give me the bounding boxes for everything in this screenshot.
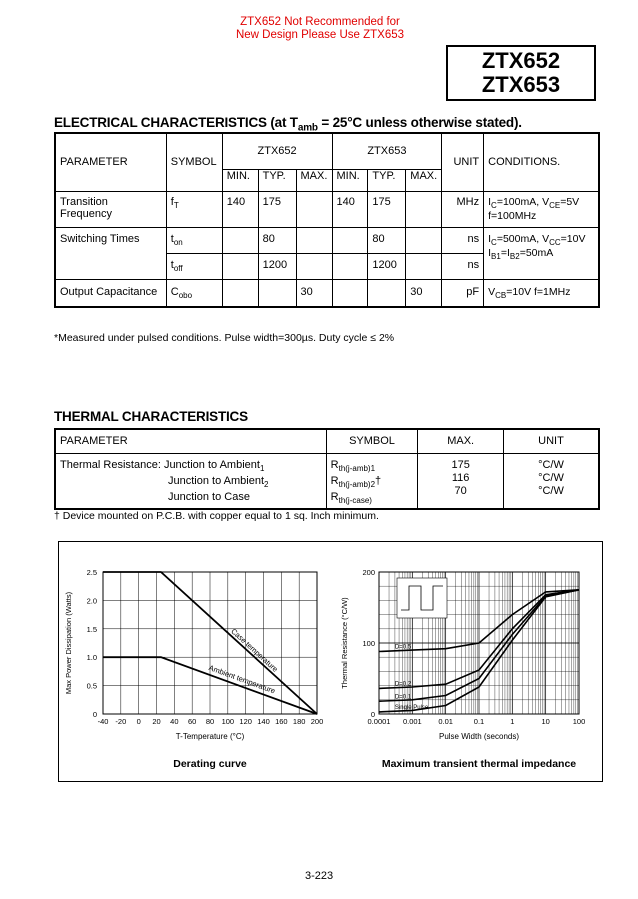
y-tick-label: 1.0	[86, 653, 97, 663]
value-cell	[222, 227, 258, 253]
param-text: Junction to Ambient	[163, 458, 260, 471]
value-cell	[296, 253, 332, 279]
cond-text: =500mA, V	[496, 232, 550, 245]
symbol-text: R	[330, 490, 339, 503]
cond-sub: CE	[549, 200, 561, 210]
param-text: Transition	[60, 195, 108, 208]
series-label: D=0.5	[394, 644, 412, 651]
value-cell: 30	[406, 279, 442, 307]
header-parameter: PARAMETER	[55, 429, 326, 453]
symbol-sub: off	[173, 263, 183, 273]
value-cell	[406, 227, 442, 253]
x-tick-label: 100	[221, 717, 235, 726]
electrical-characteristics-table	[54, 132, 600, 308]
param-sub: 2	[264, 479, 269, 489]
x-tick-label: -40	[97, 717, 109, 726]
symbol-sub: T	[173, 200, 179, 210]
symbol-sub: obo	[178, 290, 193, 300]
value-cell	[222, 253, 258, 279]
value-cell	[368, 279, 406, 307]
param-text: Junction to Ambient	[168, 474, 265, 487]
header-symbol: SYMBOL	[166, 133, 222, 191]
unit-value: °C/W	[538, 484, 564, 497]
param-sub: 1	[259, 463, 265, 473]
y-tick-label: 2.0	[86, 596, 97, 606]
symbol-cell	[326, 453, 418, 509]
cond-sub: C	[491, 237, 497, 247]
y-tick-label: 2.5	[86, 568, 97, 577]
part-number: ZTX653	[481, 72, 561, 97]
cond-text: I	[488, 195, 492, 208]
x-tick-label: 200	[310, 717, 324, 726]
value-cell	[222, 279, 258, 307]
unit-cell: ns	[442, 227, 484, 253]
symbol-text: C	[170, 285, 179, 298]
cond-text: I	[488, 246, 492, 259]
x-axis-label: Pulse Width (seconds)	[438, 732, 520, 741]
notice-line-2: New Design Please Use ZTX653	[235, 29, 405, 41]
unit-cell	[503, 453, 599, 509]
header-max: MAX.	[406, 169, 442, 191]
y-tick-label: 0	[370, 710, 375, 719]
symbol-text: R	[330, 474, 339, 487]
cond-text: =50mA	[519, 246, 554, 259]
value-cell: 80	[368, 227, 406, 253]
x-tick-label: 120	[239, 717, 252, 726]
cond-text: =100mA, V	[496, 195, 550, 208]
y-tick-label: 100	[362, 639, 375, 648]
cond-text: =I	[500, 246, 510, 259]
param-cell	[55, 191, 166, 227]
symbol-sub: th(j-amb)2	[338, 479, 376, 489]
symbol-cell	[166, 191, 222, 227]
thermal-footnote: † Device mounted on P.C.B. with copper equal to 1 sq. Inch minimum.	[54, 510, 379, 522]
header-device-2: ZTX653	[332, 133, 442, 169]
cond-text: f=100MHz	[488, 209, 537, 222]
header-unit: UNIT	[442, 133, 484, 191]
chart-title: Maximum transient thermal impedance	[381, 758, 577, 770]
thermal-characteristics-table	[54, 428, 600, 510]
pulse-inset-frame	[397, 578, 447, 618]
param-text: Junction to Case	[168, 490, 250, 503]
x-tick-label: 0	[136, 717, 141, 726]
value-cell	[332, 279, 368, 307]
series-label: Single Pulse	[394, 705, 429, 712]
cond-text: I	[488, 232, 492, 245]
table-row	[55, 279, 599, 307]
header-max: MAX.	[418, 429, 504, 453]
header-max: MAX.	[296, 169, 332, 191]
symbol-sub: on	[173, 237, 183, 247]
x-tick-label: 1	[510, 717, 515, 726]
header-typ: TYP.	[368, 169, 406, 191]
heading-sub: amb	[297, 122, 318, 134]
x-axis-label: T-Temperature (°C)	[175, 732, 245, 741]
symbol-cell	[166, 227, 222, 253]
max-value: 70	[454, 484, 467, 497]
value-cell: 1200	[258, 253, 296, 279]
unit-value: °C/W	[538, 458, 564, 471]
header-unit: UNIT	[503, 429, 599, 453]
recommendation-notice	[200, 16, 440, 42]
x-tick-label: 40	[170, 717, 179, 726]
unit-cell: pF	[442, 279, 484, 307]
x-tick-label: 0.001	[402, 717, 422, 726]
page-number: 3-223	[305, 870, 334, 882]
chart-title: Derating curve	[173, 758, 247, 770]
cond-text: =5V	[560, 195, 580, 208]
series-label: Ambient temperature	[207, 663, 277, 696]
graphs-panel	[58, 541, 603, 782]
x-tick-label: 80	[205, 717, 215, 726]
value-cell	[406, 191, 442, 227]
x-tick-label: 180	[292, 717, 306, 726]
cond-text: V	[488, 285, 496, 298]
series-label: D=0.2	[394, 681, 412, 688]
y-tick-label: 1.5	[86, 624, 97, 634]
header-conditions: CONDITIONS.	[484, 133, 599, 191]
cond-sub: CC	[549, 237, 561, 247]
x-tick-label: 0.01	[438, 717, 453, 726]
header-symbol: SYMBOL	[326, 429, 418, 453]
cond-sub: B1	[491, 251, 501, 261]
y-axis-label: Thermal Resistance (°C/W)	[340, 597, 349, 689]
x-tick-label: 0.0001	[367, 717, 391, 726]
series-label: D=0.1	[394, 694, 412, 701]
value-cell	[332, 227, 368, 253]
notice-line-1: ZTX652 Not Recommended for	[240, 16, 400, 28]
cond-sub: C	[491, 200, 497, 210]
x-tick-label: 140	[257, 717, 270, 726]
part-number: ZTX652	[481, 48, 561, 73]
charts-svg	[59, 542, 602, 781]
header-min: MIN.	[332, 169, 368, 191]
heading-text: ELECTRICAL CHARACTERISTICS (at T	[54, 115, 298, 130]
value-cell	[296, 191, 332, 227]
max-value: 116	[451, 471, 470, 484]
unit-value: °C/W	[538, 471, 564, 484]
value-cell: 1200	[368, 253, 406, 279]
thermal-heading: THERMAL CHARACTERISTICS	[54, 409, 248, 424]
cond-text: =10V	[560, 232, 586, 245]
value-cell: 175	[258, 191, 296, 227]
param-cell: Switching Times	[55, 227, 166, 279]
symbol-cell	[166, 253, 222, 279]
y-tick-label: 0	[92, 710, 97, 719]
param-cell: Output Capacitance	[55, 279, 166, 307]
value-cell: 80	[258, 227, 296, 253]
header-parameter: PARAMETER	[55, 133, 166, 191]
header-typ: TYP.	[258, 169, 296, 191]
value-cell	[406, 253, 442, 279]
max-cell	[418, 453, 504, 509]
symbol-text: t	[170, 232, 174, 245]
electrical-heading	[54, 115, 522, 134]
x-tick-label: 100	[572, 717, 586, 726]
cond-sub: B2	[509, 251, 520, 261]
x-tick-label: 0.1	[473, 717, 485, 726]
symbol-cell	[166, 279, 222, 307]
y-tick-label: 200	[362, 568, 375, 577]
electrical-footnote: *Measured under pulsed conditions. Pulse width=300µs. Duty cycle ≤ 2%	[54, 332, 395, 344]
value-cell	[258, 279, 296, 307]
max-value: 175	[451, 458, 470, 471]
symbol-sub: th(j-case)	[338, 496, 372, 506]
value-cell: 140	[222, 191, 258, 227]
conditions-cell	[484, 227, 599, 279]
symbol-text: t	[170, 258, 174, 271]
conditions-cell	[484, 279, 599, 307]
table-row	[55, 191, 599, 227]
param-cell	[55, 453, 326, 509]
header-min: MIN.	[222, 169, 258, 191]
table-row	[55, 227, 599, 253]
param-label: Thermal Resistance:	[60, 458, 161, 471]
x-tick-label: 20	[152, 717, 161, 726]
y-axis-label: Max Power Dissipation (Watts)	[64, 591, 73, 695]
x-tick-label: -20	[115, 717, 127, 726]
symbol-text: f	[170, 195, 174, 208]
value-cell: 175	[368, 191, 406, 227]
symbol-sub: th(j-amb)1	[338, 463, 376, 473]
value-cell	[332, 253, 368, 279]
value-cell: 140	[332, 191, 368, 227]
x-tick-label: 160	[275, 717, 288, 726]
header-device-1: ZTX652	[222, 133, 332, 169]
value-cell: 30	[296, 279, 332, 307]
x-tick-label: 60	[187, 717, 197, 726]
unit-cell: ns	[442, 253, 484, 279]
y-tick-label: 0.5	[86, 681, 97, 691]
symbol-text: R	[330, 458, 339, 471]
unit-cell: MHz	[442, 191, 484, 227]
table-row	[55, 453, 599, 509]
symbol-mark: †	[375, 474, 382, 487]
param-text: Frequency	[60, 207, 112, 220]
cond-text: =10V f=1MHz	[506, 285, 571, 298]
part-number-box	[446, 45, 596, 101]
cond-sub: CB	[495, 290, 507, 300]
conditions-cell	[484, 191, 599, 227]
heading-text: = 25°C unless otherwise stated).	[317, 115, 522, 130]
series-label: Case temperature	[229, 626, 280, 674]
value-cell	[296, 227, 332, 253]
x-tick-label: 10	[541, 717, 550, 726]
